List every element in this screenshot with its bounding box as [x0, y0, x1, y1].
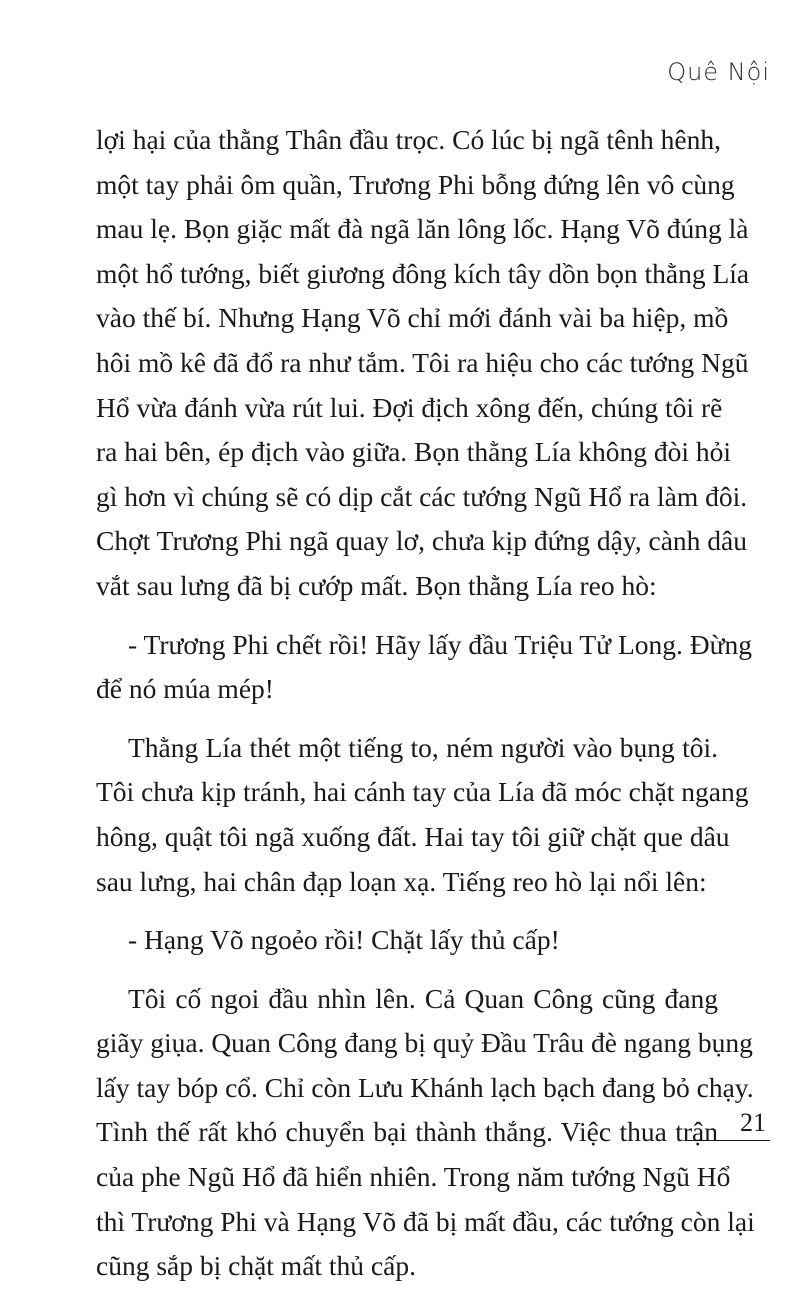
- text-line: Tôi cố ngoi đầu nhìn lên. Cả Quan Công cũng đang: [128, 982, 718, 1014]
- text-line: gì hơn vì chúng sẽ có dịp cắt các tướng Ngũ Hổ ra làm đôi.: [96, 480, 748, 512]
- text-line: để nó múa mép!: [96, 673, 274, 705]
- text-line: Thằng Lía thét một tiếng to, ném người vào bụng tôi.: [128, 731, 718, 763]
- text-line: mau lẹ. Bọn giặc mất đà ngã lăn lông lốc. Hạng Võ đúng là: [96, 213, 749, 245]
- text-line: hôi mồ kê đã đổ ra như tắm. Tôi ra hiệu cho các tướng Ngũ: [96, 346, 749, 378]
- text-line: Chợt Trương Phi ngã quay lơ, chưa kịp đứng dậy, cành dâu: [96, 525, 748, 557]
- page-number-rule: [684, 1140, 770, 1141]
- text-line: Hổ vừa đánh vừa rút lui. Đợi địch xông đến, chúng tôi rẽ: [96, 391, 723, 423]
- running-header-book-title: Quê Nội: [667, 58, 770, 86]
- text-line: cũng sắp bị chặt mất thủ cấp.: [96, 1250, 416, 1282]
- text-line: ra hai bên, ép địch vào giữa. Bọn thằng Lía không đòi hỏi: [96, 436, 732, 468]
- text-line: một hổ tướng, biết giương đông kích tây dồn bọn thằng Lía: [96, 257, 750, 289]
- paragraph-dialogue: [96, 918, 718, 963]
- text-line: một tay phải ôm quần, Trương Phi bỗng đứng lên vô cùng: [96, 168, 735, 200]
- text-line: - Hạng Võ ngoẻo rồi! Chặt lấy thủ cấp!: [128, 924, 560, 956]
- paragraph: [96, 726, 749, 904]
- paragraph-dialogue: [96, 623, 753, 712]
- text-line: - Trương Phi chết rồi! Hãy lấy đầu Triệu Tử Long. Đừng: [128, 628, 753, 660]
- text-line: thì Trương Phi và Hạng Võ đã bị mất đầu, các tướng còn lại: [96, 1205, 755, 1237]
- text-line: hông, quật tôi ngã xuống đất. Hai tay tôi giữ chặt que dâu: [96, 820, 730, 852]
- text-line: Tình thế rất khó chuyển bại thành thắng. Việc thua trận: [96, 1116, 718, 1148]
- text-line: giãy giụa. Quan Công đang bị quỷ Đầu Trâu đè ngang bụng: [96, 1027, 753, 1059]
- text-line: Tôi chưa kịp tránh, hai cánh tay của Lía đã móc chặt ngang: [96, 776, 749, 808]
- paragraph: [96, 118, 750, 609]
- text-line: vắt sau lưng đã bị cướp mất. Bọn thằng Lía reo hò:: [96, 569, 657, 601]
- page-number: 21: [740, 1108, 766, 1137]
- text-line: lợi hại của thằng Thân đầu trọc. Có lúc bị ngã tênh hênh,: [96, 124, 721, 155]
- text-line: của phe Ngũ Hổ đã hiển nhiên. Trong năm tướng Ngũ Hổ: [96, 1161, 731, 1193]
- text-line: vào thế bí. Nhưng Hạng Võ chỉ mới đánh vài ba hiệp, mồ: [96, 302, 729, 334]
- text-line: lấy tay bóp cổ. Chỉ còn Lưu Khánh lạch bạch đang bỏ chạy.: [96, 1071, 754, 1103]
- text-line: sau lưng, hai chân đạp loạn xạ. Tiếng reo hò lại nổi lên:: [96, 865, 707, 897]
